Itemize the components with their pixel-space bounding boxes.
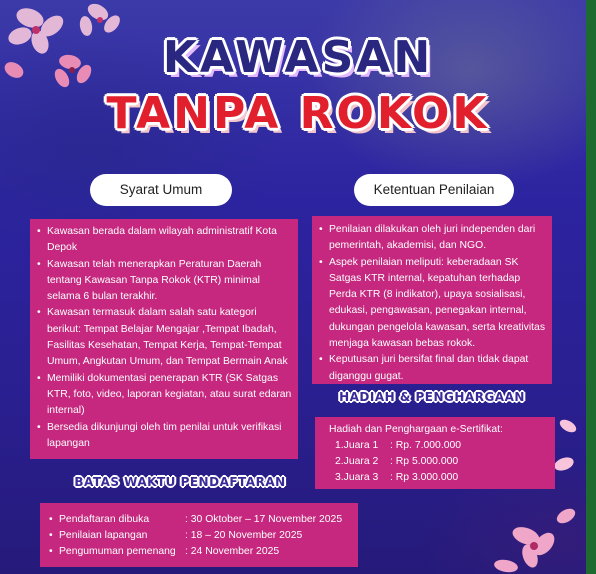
prize-label: 2.Juara 2 <box>335 456 379 467</box>
syarat-umum-list <box>36 224 292 452</box>
prize-value: : Rp. 7.000.000 <box>390 440 462 451</box>
prize-row <box>329 470 545 486</box>
list-item: • Kawasan berada dalam wilayah administratif Kota Depok <box>36 224 292 257</box>
title-line-2: TANPA ROKOK <box>106 88 490 139</box>
hadiah-intro: Hadiah dan Penghargaan e-Sertifikat: <box>329 424 503 435</box>
timeline-label: • Pendaftaran dibuka <box>59 514 150 525</box>
list-item: • Memiliki dokumentasi penerapan KTR (SK Satgas KTR, foto, video, laporan kegiatan, atau surat edaran internal) <box>36 371 292 420</box>
list-item: • Aspek penilaian meliputi: keberadaan SK Satgas KTR internal, kepatuhan terhadap Perda KTR (8 indikator), upaya sosialisasi, edukasi, pengawasan, penegakan internal, dukungan pengelola kawasan, serta kreativitas menjaga kawasan bebas rokok. <box>318 255 546 353</box>
batas-waktu-heading: BATAS WAKTU PENDAFTARAN <box>74 475 286 489</box>
right-edge-strip <box>586 0 596 574</box>
timeline-value: : 30 Oktober – 17 November 2025 <box>185 514 343 525</box>
list-item: • Keputusan juri bersifat final dan tidak dapat diganggu gugat. <box>318 352 546 385</box>
timeline-label: • Pengumuman pemenang <box>59 546 176 557</box>
timeline-value: : 18 – 20 November 2025 <box>185 530 303 541</box>
list-item: • Kawasan termasuk dalam salah satu kategori berikut: Tempat Belajar Mengajar ,Tempat Ibadah, Fasilitas Kesehatan, Tempat Kerja, Tempat-Tempat Umum, Angkutan Umum, dan Tempat Bermain Anak <box>36 305 292 370</box>
hadiah-box <box>315 417 555 489</box>
prize-value: : Rp 3.000.000 <box>390 472 459 483</box>
prize-value: : Rp 5.000.000 <box>390 456 459 467</box>
ketentuan-penilaian-list <box>318 222 546 385</box>
batas-waktu-box <box>40 503 358 567</box>
timeline-value: : 24 November 2025 <box>185 546 280 557</box>
list-item: • Penilaian dilakukan oleh juri independen dari pemerintah, akademisi, dan NGO. <box>318 222 546 255</box>
syarat-umum-heading: Syarat Umum <box>90 174 232 206</box>
prize-label: 3.Juara 3 <box>335 472 379 483</box>
timeline-row <box>48 528 352 544</box>
list-item: • Kawasan telah menerapkan Peraturan Daerah tentang Kawasan Tanpa Rokok (KTR) minimal selama 6 bulan terakhir. <box>36 257 292 306</box>
syarat-umum-box <box>30 219 298 459</box>
list-item: • Bersedia dikunjungi oleh tim penilai untuk verifikasi lapangan <box>36 420 292 453</box>
ketentuan-penilaian-box <box>312 216 552 384</box>
flower-decoration-bottom-right <box>486 496 586 574</box>
hadiah-heading: HADIAH & PENGHARGAAN <box>339 390 525 404</box>
timeline-label: • Penilaian lapangan <box>59 530 148 541</box>
prize-label: 1.Juara 1 <box>335 440 379 451</box>
timeline-row <box>48 512 352 528</box>
title-line-1: KAWASAN <box>162 32 434 83</box>
prize-row <box>329 438 545 454</box>
prize-row <box>329 454 545 470</box>
ketentuan-penilaian-heading: Ketentuan Penilaian <box>354 174 514 206</box>
timeline-row <box>48 544 352 560</box>
